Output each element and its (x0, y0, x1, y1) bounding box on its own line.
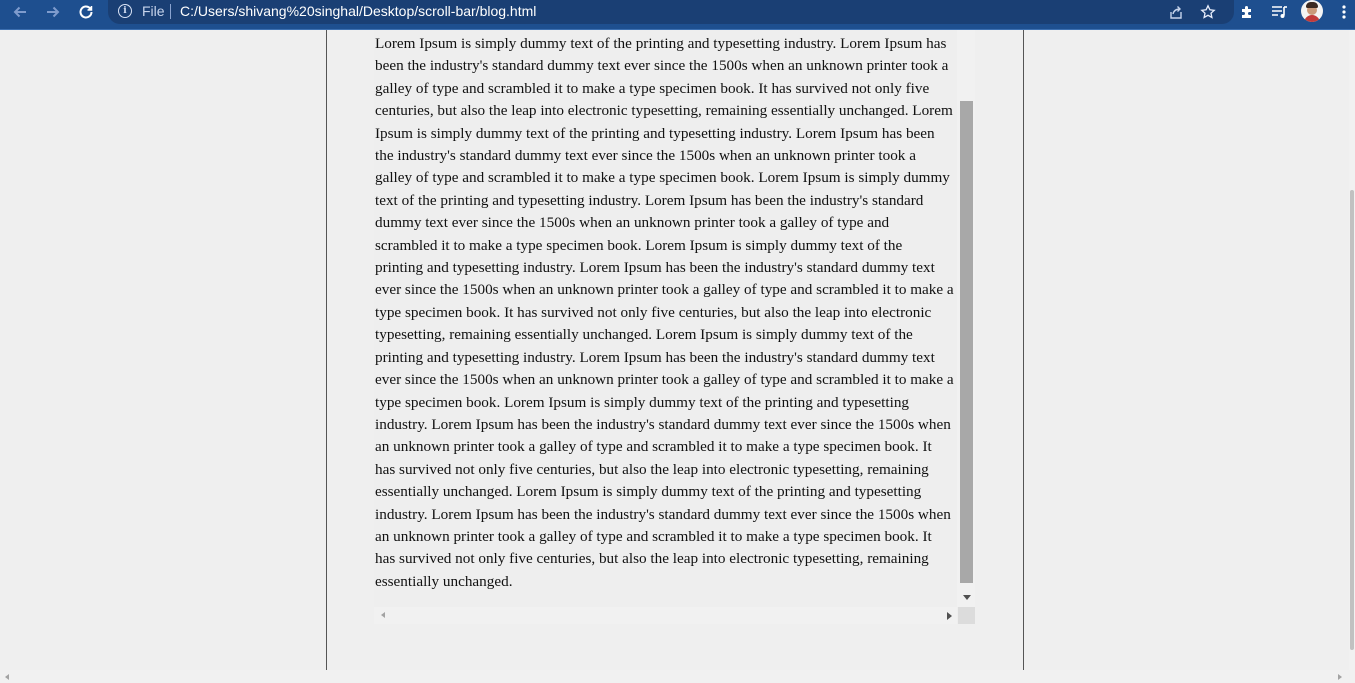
bookmark-star-icon[interactable] (1195, 0, 1221, 24)
lorem-paragraph: Lorem Ipsum is simply dummy text of the printing and typesetting industry. Lorem Ipsum has been the industry's standard dummy text ever since the 1500s when an unknown printer took a galley of type and scrambled it to make a type specimen book. It has survived not only five centuries, but also the leap into electronic typesetting, remaining essentially unchanged. Lorem Ipsum is simply dummy text of the printing and typesetting industry. Lorem Ipsum has been the industry's standard dummy text ever since the 1500s when an unknown printer took a galley of type and scrambled it to make a type specimen book. Lorem Ipsum is simply dummy text of the printing and typesetting industry. Lorem Ipsum has been the industry's standard dummy text ever since the 1500s when an unknown printer took a galley of type and scrambled it to make a type specimen book. Lorem Ipsum is simply dummy text of the printing and typesetting industry. Lorem Ipsum has been the industry's standard dummy text ever since the 1500s when an unknown printer took a galley of type and scrambled it to make a type specimen book. It has survived not only five centuries, but also the leap into electronic typesetting, remaining essentially unchanged. Lorem Ipsum is simply dummy text of the printing and typesetting industry. Lorem Ipsum has been the industry's standard dummy text ever since the 1500s when an unknown printer took a galley of type and scrambled it to make a type specimen book. Lorem Ipsum is simply dummy text of the printing and typesetting industry. Lorem Ipsum has been the industry's standard dummy text ever since the 1500s when an unknown printer took a galley of type and scrambled it to make a type specimen book. It has survived not only five centuries, but also the leap into electronic typesetting, remaining essentially unchanged. Lorem Ipsum is simply dummy text of the printing and typesetting industry. Lorem Ipsum has been the industry's standard dummy text ever since the 1500s when an unknown printer took a galley of type and scrambled it to make a type specimen book. It has survived not only five centuries, but also the leap into electronic typesetting, remaining essentially unchanged. (375, 35, 954, 590)
extensions-icon[interactable] (1234, 0, 1260, 24)
url-text[interactable]: C:/Users/shivang%20singhal/Desktop/scroll-bar/blog.html (180, 3, 537, 19)
box-horizontal-scrollbar-track[interactable] (374, 607, 957, 624)
share-icon[interactable] (1163, 0, 1189, 24)
window-vertical-scrollbar-thumb[interactable] (1350, 190, 1354, 650)
scroll-box-content (374, 30, 956, 607)
scroll-down-arrow-icon[interactable] (963, 595, 971, 600)
address-bar[interactable] (108, 0, 1234, 24)
window-scroll-left-arrow-icon[interactable] (5, 674, 9, 680)
info-icon[interactable]: i (118, 4, 132, 18)
reload-icon[interactable] (73, 0, 99, 24)
address-separator (170, 4, 171, 19)
window-horizontal-scrollbar-track[interactable] (0, 670, 1355, 683)
profile-avatar[interactable] (1301, 0, 1323, 22)
forward-arrow-icon[interactable] (40, 0, 66, 24)
scroll-box[interactable] (374, 30, 975, 624)
avatar-hair (1306, 2, 1318, 8)
back-arrow-icon[interactable] (7, 0, 33, 24)
media-control-icon[interactable] (1266, 0, 1292, 24)
box-vertical-scrollbar-thumb[interactable] (960, 101, 973, 583)
avatar-shirt (1304, 15, 1320, 22)
window-scroll-right-arrow-icon[interactable] (1338, 674, 1342, 680)
right-border-line (1023, 30, 1024, 670)
left-border-line (326, 30, 327, 670)
scrollbar-corner (958, 607, 975, 624)
more-menu-icon[interactable] (1331, 0, 1355, 24)
scheme-label: File (142, 3, 165, 19)
scroll-left-arrow-icon[interactable] (381, 612, 385, 618)
browser-toolbar (0, 0, 1355, 30)
scroll-right-arrow-icon[interactable] (947, 612, 952, 620)
